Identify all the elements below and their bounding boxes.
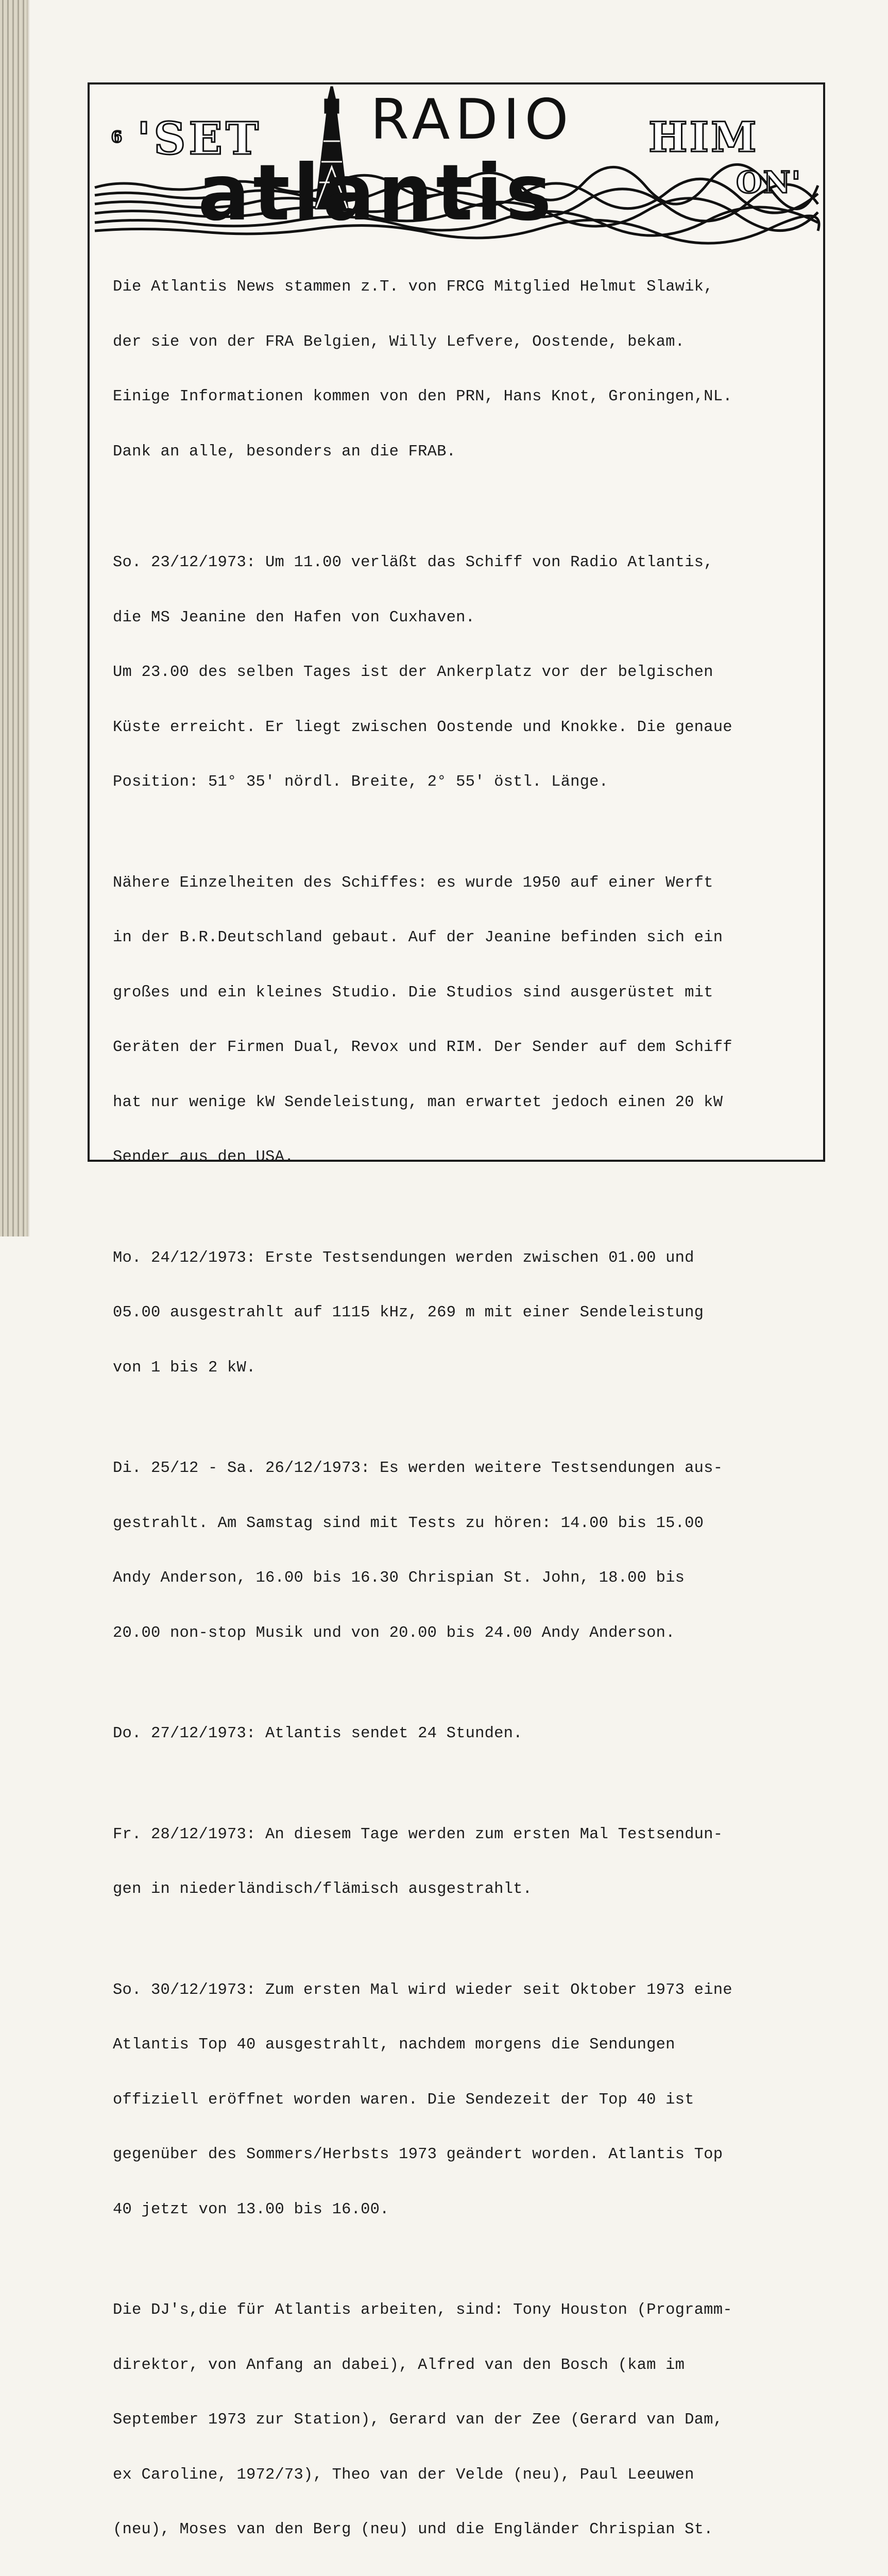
slogan-right-1: HIM	[648, 113, 759, 161]
entry-line: in der B.R.Deutschland gebaut. Auf der Jeanine befinden sich ein	[113, 929, 818, 947]
slogan-left: 'SET	[137, 113, 262, 165]
entry-line: direktor, von Anfang an dabei), Alfred van den Bosch (kam im	[113, 2357, 818, 2375]
entry-1228	[113, 1789, 818, 1936]
entry-line: Atlantis Top 40 ausgestrahlt, nachdem morgens die Sendungen	[113, 2036, 818, 2055]
entry-line: So. 30/12/1973: Zum ersten Mal wird wieder seit Oktober 1973 eine	[113, 1981, 818, 2000]
entry-line: (neu), Moses van den Berg (neu) und die Engländer Chrispian St.	[113, 2521, 818, 2539]
entry-line: Küste erreicht. Er liegt zwischen Oostende und Knokke. Die genaue	[113, 719, 818, 737]
entry-djs	[113, 2265, 818, 2576]
entry-line: von 1 bis 2 kW.	[113, 1359, 818, 1378]
entry-line: ex Caroline, 1972/73), Theo van der Velde (neu), Paul Leeuwen	[113, 2466, 818, 2485]
article-body	[113, 242, 818, 2576]
entry-line: großes und ein kleines Studio. Die Studios sind ausgerüstet mit	[113, 984, 818, 1003]
entry-line: Die DJ's,die für Atlantis arbeiten, sind: Tony Houston (Programm-	[113, 2301, 818, 2320]
entry-line: So. 23/12/1973: Um 11.00 verläßt das Schiff von Radio Atlantis,	[113, 554, 818, 572]
entry-line: Mo. 24/12/1973: Erste Testsendungen werden zwischen 01.00 und	[113, 1249, 818, 1268]
intro-line: Dank an alle, besonders an die FRAB.	[113, 443, 818, 462]
slogan-quote-mark: 6	[111, 128, 122, 146]
entry-ship-details	[113, 838, 818, 1204]
entry-line: gestrahlt. Am Samstag sind mit Tests zu hören: 14.00 bis 15.00	[113, 1515, 818, 1533]
entry-line: Do. 27/12/1973: Atlantis sendet 24 Stunden.	[113, 1725, 818, 1743]
entry-1224	[113, 1213, 818, 1414]
masthead	[90, 84, 823, 239]
entry-line: offiziell eröffnet worden waren. Die Sendezeit der Top 40 ist	[113, 2091, 818, 2110]
entry-1223	[113, 517, 818, 828]
entry-line: Sender aus den USA.	[113, 1148, 818, 1167]
entry-line: Um 23.00 des selben Tages ist der Ankerplatz vor der belgischen	[113, 664, 818, 682]
entry-line: Position: 51° 35' nördl. Breite, 2° 55' östl. Länge.	[113, 773, 818, 792]
entry-line: gen in niederländisch/flämisch ausgestrahlt.	[113, 1880, 818, 1899]
entry-line: 05.00 ausgestrahlt auf 1115 kHz, 269 m mit einer Sendeleistung	[113, 1304, 818, 1323]
newsletter-frame	[88, 82, 825, 1162]
station-logo-text: atlantis	[198, 148, 555, 238]
intro-line: Die Atlantis News stammen z.T. von FRCG Mitglied Helmut Slawik,	[113, 278, 818, 297]
entry-line: Fr. 28/12/1973: An diesem Tage werden zum ersten Mal Testsendun-	[113, 1826, 818, 1844]
entry-line: die MS Jeanine den Hafen von Cuxhaven.	[113, 609, 818, 628]
page-binding-edge	[0, 0, 30, 1236]
masthead-artwork	[90, 84, 823, 239]
entry-line: hat nur wenige kW Sendeleistung, man erwartet jedoch einen 20 kW	[113, 1094, 818, 1112]
entry-line: Andy Anderson, 16.00 bis 16.30 Chrispian St. John, 18.00 bis	[113, 1569, 818, 1588]
intro-line: der sie von der FRA Belgien, Willy Lefvere, Oostende, bekam.	[113, 333, 818, 352]
entry-1230	[113, 1945, 818, 2256]
entry-line: Nähere Einzelheiten des Schiffes: es wurde 1950 auf einer Werft	[113, 874, 818, 893]
radio-title: RADIO	[370, 88, 574, 152]
intro-line: Einige Informationen kommen von den PRN, Hans Knot, Groningen,NL.	[113, 388, 818, 406]
entry-1227	[113, 1688, 818, 1780]
entry-1225	[113, 1423, 818, 1679]
entry-line: Geräten der Firmen Dual, Revox und RIM. Der Sender auf dem Schiff	[113, 1039, 818, 1057]
entry-line: September 1973 zur Station), Gerard van der Zee (Gerard van Dam,	[113, 2411, 818, 2430]
intro-paragraph	[113, 242, 818, 498]
slogan-right-2: ON'	[736, 165, 801, 200]
entry-line: 40 jetzt von 13.00 bis 16.00.	[113, 2201, 818, 2219]
entry-line: Di. 25/12 - Sa. 26/12/1973: Es werden weitere Testsendungen aus-	[113, 1460, 818, 1478]
entry-line: 20.00 non-stop Musik und von 20.00 bis 24.00 Andy Anderson.	[113, 1624, 818, 1643]
entry-line: gegenüber des Sommers/Herbsts 1973 geändert worden. Atlantis Top	[113, 2146, 818, 2164]
